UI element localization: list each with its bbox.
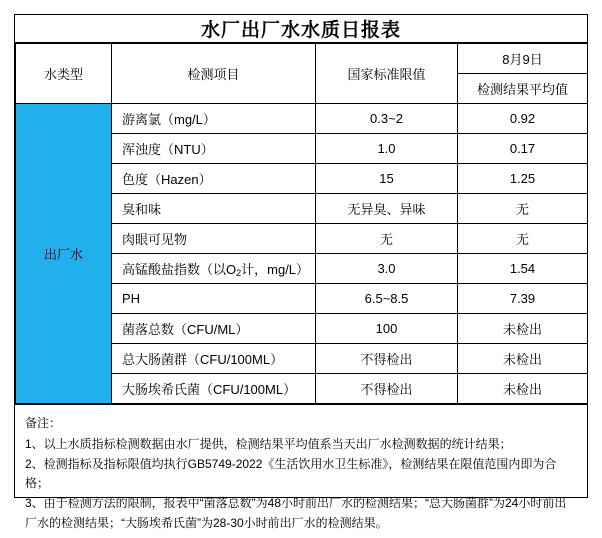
cell-limit: 无 xyxy=(316,224,458,254)
cell-limit: 0.3~2 xyxy=(316,104,458,134)
header-avg-result: 检测结果平均值 xyxy=(458,74,588,104)
cell-limit: 不得检出 xyxy=(316,344,458,374)
notes-line-2: 2、检测指标及指标限值均执行GB5749-2022《生活饮用水卫生标准》，检测结果在限值范围内即为合格； xyxy=(25,456,557,491)
cell-limit: 100 xyxy=(316,314,458,344)
cell-item: 菌落总数（CFU/ML） xyxy=(112,314,316,344)
report-card xyxy=(14,14,588,530)
cell-item: 游离氯（mg/L） xyxy=(112,104,316,134)
notes-section xyxy=(15,404,587,538)
cell-result: 未检出 xyxy=(458,374,588,404)
cell-water-type-value: 出厂水 xyxy=(16,104,112,404)
cell-result: 无 xyxy=(458,224,588,254)
cell-item: 臭和味 xyxy=(112,194,316,224)
cell-item: 大肠埃希氏菌（CFU/100ML） xyxy=(112,374,316,404)
cell-result: 无 xyxy=(458,194,588,224)
cell-item: 色度（Hazen） xyxy=(112,164,316,194)
table-header-row xyxy=(16,44,588,74)
water-quality-table xyxy=(15,43,588,404)
cell-item: 高锰酸盐指数（以$O_2$计，mg/L） xyxy=(112,254,316,284)
report-title-bar xyxy=(15,15,587,43)
header-water-type: 水类型 xyxy=(16,44,112,104)
header-date: 8月9日 xyxy=(458,44,588,74)
cell-result: 1.54 xyxy=(458,254,588,284)
cell-limit: 6.5~8.5 xyxy=(316,284,458,314)
cell-item: 总大肠菌群（CFU/100ML） xyxy=(112,344,316,374)
cell-result: 未检出 xyxy=(458,314,588,344)
cell-item: PH xyxy=(112,284,316,314)
cell-limit: 15 xyxy=(316,164,458,194)
notes-line-1: 1、以上水质指标检测数据由水厂提供，检测结果平均值系当天出厂水检测数据的统计结果； xyxy=(25,436,512,451)
cell-item: 浑浊度（NTU） xyxy=(112,134,316,164)
cell-result: 7.39 xyxy=(458,284,588,314)
notes-line-3: 3、由于检测方法的限制，报表中“菌落总数”为48小时前出厂水的检测结果；“总大肠菌群”为24小时前出厂水的检测结果；“大肠埃希氏菌”为28-30小时前出厂水的检测结果。 xyxy=(25,496,567,530)
cell-result: 未检出 xyxy=(458,344,588,374)
cell-limit: 不得检出 xyxy=(316,374,458,404)
cell-result: 0.92 xyxy=(458,104,588,134)
page-title: 水厂出厂水水质日报表 xyxy=(200,20,401,41)
header-national-standard: 国家标准限值 xyxy=(316,44,458,104)
header-test-item: 检测项目 xyxy=(112,44,316,104)
cell-result: 1.25 xyxy=(458,164,588,194)
cell-limit: 无异臭、异味 xyxy=(316,194,458,224)
cell-limit: 3.0 xyxy=(316,254,458,284)
cell-limit: 1.0 xyxy=(316,134,458,164)
cell-result: 0.17 xyxy=(458,134,588,164)
cell-item: 肉眼可见物 xyxy=(112,224,316,254)
notes-title: 备注： xyxy=(25,416,62,430)
table-row xyxy=(16,104,588,134)
